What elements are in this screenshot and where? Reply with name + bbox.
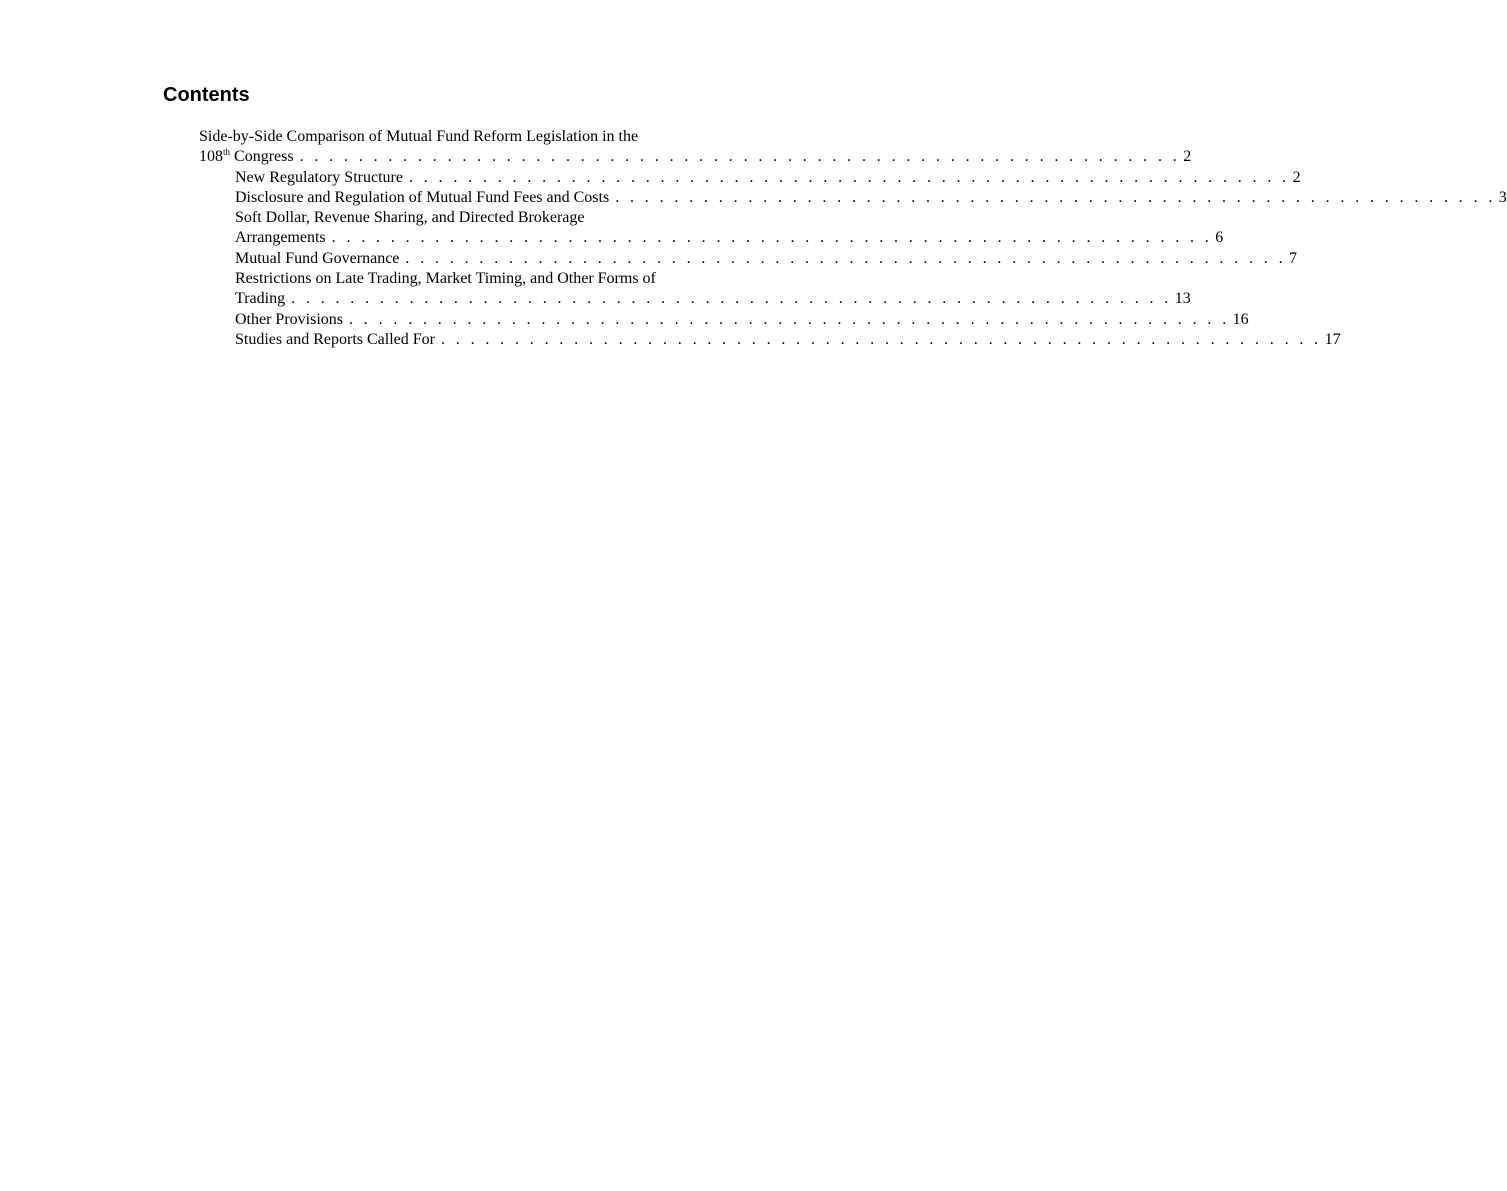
toc-entry-continuation-line bbox=[199, 147, 1192, 167]
dot-leader: . . . . . . . . . . . . . . . . . . . . . . . . . . . . . . . . . . . . . . . . . . . . . . . . . . . . . . . . . . . . bbox=[405, 249, 1287, 267]
toc-entry-line bbox=[235, 188, 1507, 208]
dot-leader: . . . . . . . . . . . . . . . . . . . . . . . . . . . . . . . . . . . . . . . . . . . . . . . . . . . . . . . . . . . . bbox=[440, 330, 1322, 348]
toc-entry-new-regulatory-structure[interactable] bbox=[199, 168, 1301, 188]
toc-entry-continuation-line bbox=[235, 289, 1191, 309]
toc-entry-title-continuation: Arrangements bbox=[235, 229, 326, 247]
toc-entry-title: Mutual Fund Governance bbox=[235, 249, 400, 267]
toc-page-number: 2 bbox=[1292, 168, 1301, 186]
toc-entry-title-line: Side-by-Side Comparison of Mutual Fund Reform Legislation in the bbox=[199, 128, 639, 145]
dot-leader: . . . . . . . . . . . . . . . . . . . . . . . . . . . . . . . . . . . . . . . . . . . . . . . . . . . . . . . . . . . . bbox=[299, 148, 1181, 166]
toc-entry-title-line: Restrictions on Late Trading, Market Timing, and Other Forms of bbox=[235, 270, 656, 288]
toc-entry-disclosure-and-regulation[interactable] bbox=[199, 188, 1507, 208]
toc-entry-studies-and-reports[interactable] bbox=[199, 330, 1341, 350]
toc-entry-continuation-line bbox=[235, 228, 1224, 248]
toc-page-number: 16 bbox=[1232, 310, 1249, 328]
contents-heading: Contents bbox=[163, 84, 250, 106]
dot-leader: . . . . . . . . . . . . . . . . . . . . . . . . . . . . . . . . . . . . . . . . . . . . . . . . . . . . . . . . . . . . bbox=[408, 168, 1290, 186]
dot-leader: . . . . . . . . . . . . . . . . . . . . . . . . . . . . . . . . . . . . . . . . . . . . . . . . . . . . . . . . . . . . bbox=[349, 310, 1230, 328]
toc-entry-title-continuation bbox=[199, 147, 300, 167]
toc-entry-side-by-side-comparison[interactable] bbox=[199, 127, 1192, 168]
toc-entry-soft-dollar-arrangements[interactable] bbox=[199, 208, 1224, 249]
toc-page-number: 3 bbox=[1498, 188, 1507, 206]
toc-entry-line bbox=[235, 330, 1341, 350]
toc-entry-title-line: Soft Dollar, Revenue Sharing, and Directed Brokerage bbox=[235, 209, 585, 227]
toc-entry-other-provisions[interactable] bbox=[199, 310, 1249, 330]
congress-number: 108 bbox=[199, 148, 223, 166]
toc-entry-mutual-fund-governance[interactable] bbox=[199, 249, 1298, 269]
ordinal-suffix: th bbox=[223, 147, 231, 158]
toc-entry-title: Other Provisions bbox=[235, 310, 343, 328]
congress-word: Congress bbox=[230, 148, 294, 166]
toc-page-number: 6 bbox=[1215, 229, 1224, 247]
toc-entry-title: New Regulatory Structure bbox=[235, 168, 403, 186]
toc-page-number: 17 bbox=[1324, 330, 1341, 348]
table-of-contents bbox=[199, 127, 1507, 350]
toc-entry-line bbox=[235, 310, 1249, 330]
toc-entry-line bbox=[235, 249, 1298, 269]
dot-leader: . . . . . . . . . . . . . . . . . . . . . . . . . . . . . . . . . . . . . . . . . . . . . . . . . . . . . . . . . . . . bbox=[615, 188, 1496, 206]
toc-page-number: 7 bbox=[1289, 249, 1298, 267]
dot-leader: . . . . . . . . . . . . . . . . . . . . . . . . . . . . . . . . . . . . . . . . . . . . . . . . . . . . . . . . . . . . bbox=[291, 290, 1172, 308]
toc-entry-restrictions-on-late-trading[interactable] bbox=[199, 269, 1191, 310]
toc-entry-title: Studies and Reports Called For bbox=[235, 330, 435, 348]
toc-entry-title-continuation: Trading bbox=[235, 290, 286, 308]
dot-leader: . . . . . . . . . . . . . . . . . . . . . . . . . . . . . . . . . . . . . . . . . . . . . . . . . . . . . . . . . . . . bbox=[331, 229, 1213, 247]
toc-page-number: 13 bbox=[1174, 290, 1191, 308]
toc-page-number: 2 bbox=[1183, 148, 1192, 166]
toc-entry-line bbox=[235, 168, 1301, 188]
toc-entry-title: Disclosure and Regulation of Mutual Fund Fees and Costs bbox=[235, 188, 610, 206]
